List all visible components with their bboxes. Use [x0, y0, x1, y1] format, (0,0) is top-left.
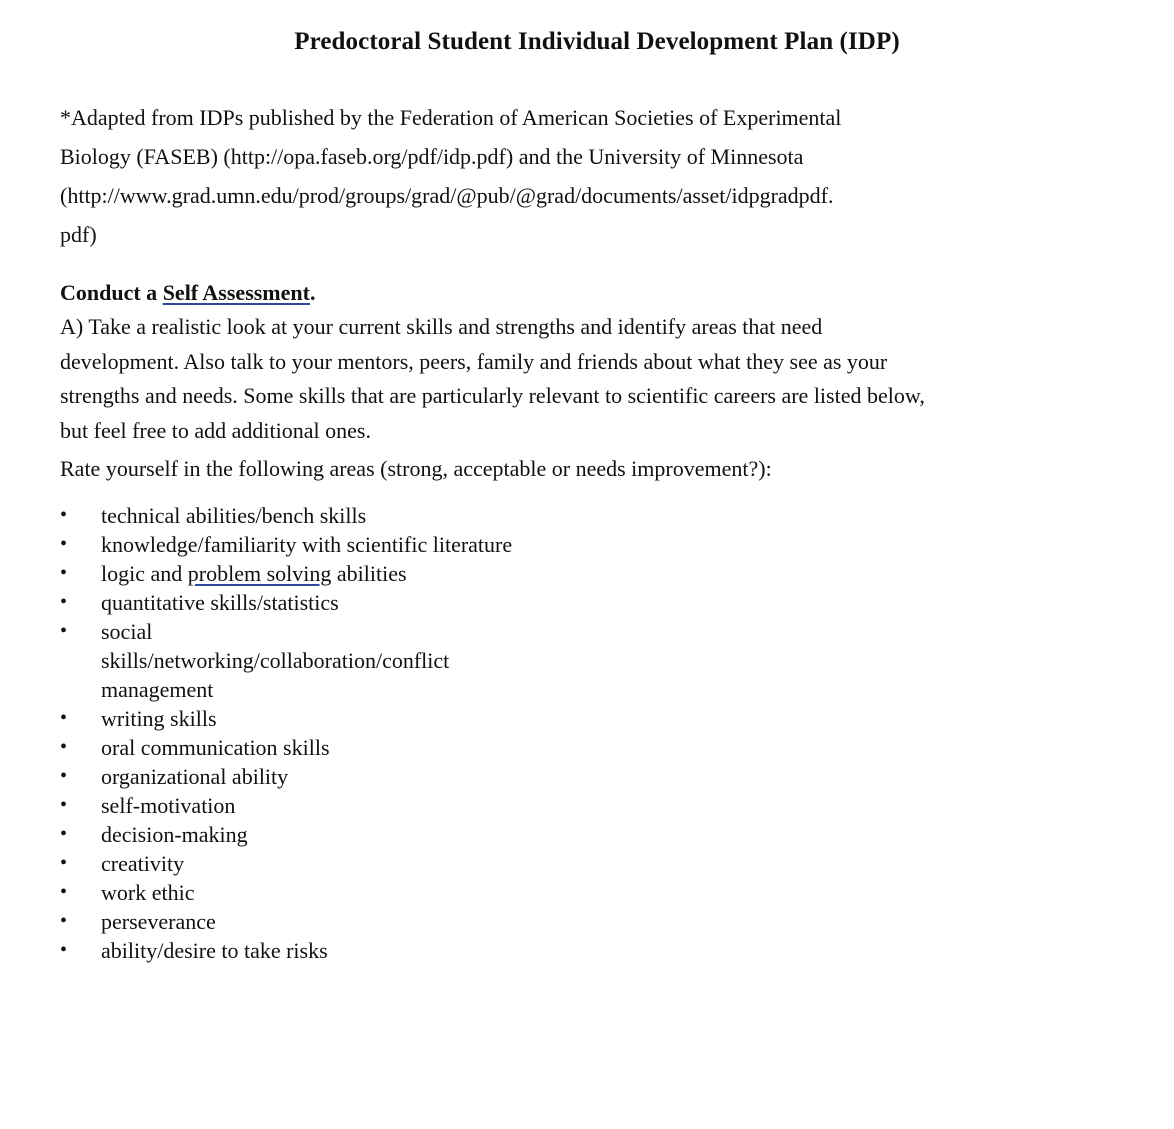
intro-line: *Adapted from IDPs published by the Federation of American Societies of Experimental: [60, 105, 842, 130]
paragraph-line: strengths and needs. Some skills that are particularly relevant to scientific careers are listed below,: [60, 383, 925, 408]
document-title: Predoctoral Student Individual Development Plan (IDP): [294, 28, 900, 55]
intro-paragraph: [60, 98, 1120, 254]
skill-text: social: [101, 619, 153, 644]
bullet-icon: •: [60, 881, 68, 903]
list-item: [60, 907, 512, 936]
intro-line: (http://www.grad.umn.edu/prod/groups/grad/@pub/@grad/documents/asset/idpgradpdf.: [60, 183, 834, 208]
skill-text: creativity: [101, 851, 185, 876]
list-item: [60, 704, 512, 733]
skill-text: work ethic: [101, 880, 195, 905]
skill-text: [101, 561, 407, 586]
bullet-icon: •: [60, 794, 68, 816]
bullet-icon: •: [60, 620, 68, 642]
bullet-icon: •: [60, 823, 68, 845]
skills-list: [60, 501, 512, 965]
bullet-icon: •: [60, 765, 68, 787]
list-item: [60, 559, 512, 588]
bullet-icon: •: [60, 910, 68, 932]
list-item: [60, 588, 512, 617]
skill-text: writing skills: [101, 706, 217, 731]
skill-text: self-motivation: [101, 793, 236, 818]
bullet-icon: •: [60, 939, 68, 961]
skill-text-line: skills/networking/collaboration/conflict: [101, 648, 450, 673]
skill-text: decision-making: [101, 822, 248, 847]
list-item: [60, 849, 512, 878]
list-item: [60, 936, 512, 965]
skill-text: perseverance: [101, 909, 216, 934]
skill-text: technical abilities/bench skills: [101, 503, 367, 528]
paragraph-line: but feel free to add additional ones.: [60, 417, 371, 443]
list-item: [60, 617, 512, 704]
self-assessment-paragraph: [60, 310, 1140, 448]
paragraph-line: development. Also talk to your mentors, peers, family and friends about what they see as your: [60, 348, 888, 374]
bullet-icon: •: [60, 504, 68, 526]
problem-solving-text: problem solving: [187, 561, 332, 586]
list-item: [60, 530, 512, 559]
intro-line: pdf): [60, 222, 97, 247]
skill-text-line: management: [101, 677, 214, 702]
skill-text-suffix: abilities: [331, 561, 407, 586]
bullet-icon: •: [60, 736, 68, 758]
list-item: [60, 762, 512, 791]
rate-prompt: Rate yourself in the following areas (strong, acceptable or needs improvement?):: [60, 456, 772, 481]
list-item: [60, 501, 512, 530]
bullet-icon: •: [60, 707, 68, 729]
intro-line: Biology (FASEB) (http://opa.faseb.org/pdf/idp.pdf) and the University of Minnesota: [60, 144, 804, 169]
skill-text: knowledge/familiarity with scientific literature: [101, 532, 513, 557]
list-item: [60, 878, 512, 907]
bullet-icon: •: [60, 562, 68, 584]
bullet-icon: •: [60, 852, 68, 874]
section-heading-suffix: .: [309, 280, 316, 305]
self-assessment-link[interactable]: Self Assessment: [162, 280, 310, 305]
section-heading: [60, 280, 315, 306]
skill-text: quantitative skills/statistics: [101, 590, 339, 615]
paragraph-line: A) Take a realistic look at your current skills and strengths and identify areas that need: [60, 314, 823, 339]
list-item: [60, 791, 512, 820]
skill-text: organizational ability: [101, 764, 289, 789]
list-item: [60, 820, 512, 849]
skill-text: oral communication skills: [101, 735, 330, 760]
bullet-icon: •: [60, 533, 68, 555]
section-heading-prefix: Conduct a: [60, 280, 163, 305]
skill-text-prefix: logic and: [101, 561, 188, 586]
bullet-icon: •: [60, 591, 68, 613]
skill-text: ability/desire to take risks: [101, 938, 328, 963]
list-item: [60, 733, 512, 762]
